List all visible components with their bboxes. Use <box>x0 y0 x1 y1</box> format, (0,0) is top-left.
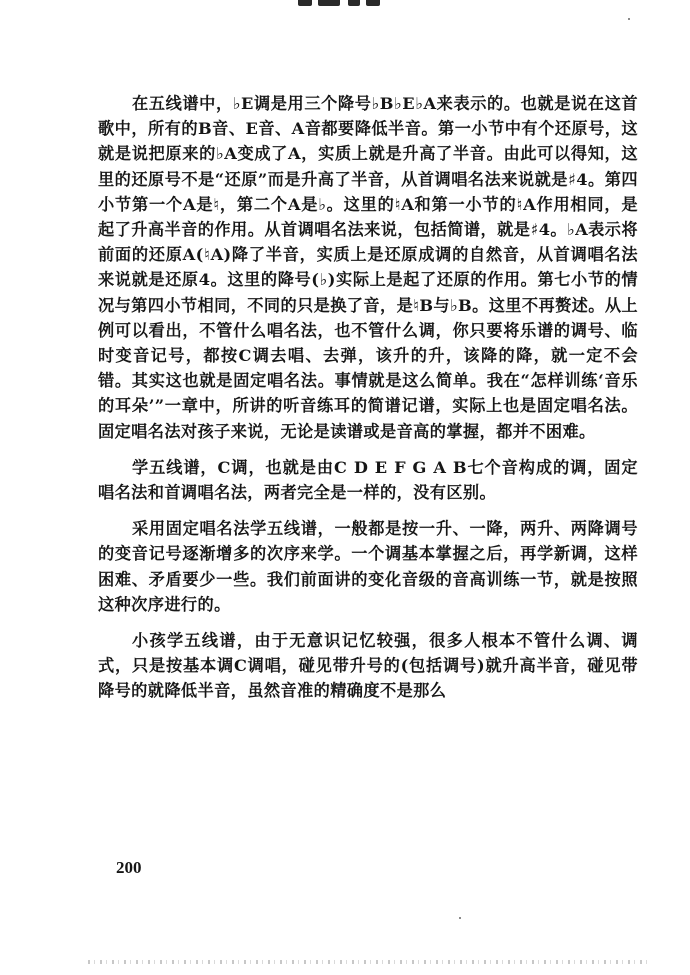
paragraph-3: 采用固定唱名法学五线谱，一般都是按一升、一降，两升、两降调号的变音记号逐渐增多的次序来学。一个调基本掌握之后，再学新调，这样困难、矛盾要少一些。我们前面讲的变化音级的音高训练一节，就是按照这种次序进行的。 <box>98 519 638 614</box>
body-text <box>98 91 638 704</box>
scan-speck <box>628 18 630 20</box>
paragraph-4: 小孩学五线谱，由于无意识记忆较强，很多人根本不管什么调、调式，只是按基本调C调唱，碰见带升号的(包括调号)就升高半音，碰见带降号的就降低半音，虽然音准的精确度不是那么 <box>98 631 638 701</box>
scan-speck <box>459 917 461 919</box>
scan-edge-noise <box>88 960 648 964</box>
paragraph-2: 学五线谱，C调，也就是由C D E F G A B七个音构成的调，固定唱名法和首调唱名法，两者完全是一样的，没有区别。 <box>98 457 638 503</box>
paragraph-1: 在五线谱中，♭E调是用三个降号♭B♭E♭A来表示的。也就是说在这首歌中，所有的B音、E音、A音都要降低半音。第一小节中有个还原号，这就是说把原来的♭A变成了A，实质上就是升高了半音。由此可以得知，这里的还原号不是“还原”而是升高了半音，从首调唱名法来说就是♯4。第四小节第一个A是♮，第二个A是♭。这里的♮A和第一小节的♮A作用相同，是起了升高半音的作用。从首调唱名法来说，包括简谱，就是♯4。♭A表示将前面的还原A(♮A)降了半音，实质上是还原成调的自然音，从首调唱名法来说就是还原4。这里的降号(♭)实际上是起了还原的作用。第七小节的情况与第四小节相同，不同的只是换了音，是♮B与♭B。这里不再赘述。从上例可以看出，不管什么唱名法，也不管什么调，你只要将乐谱的调号、临时变音记号，都按C调去唱、去弹，该升的升，该降的降，就一定不会错。其实这也就是固定唱名法。事情就是这么简单。我在“怎样训练‘音乐的耳朵’”一章中，所讲的听音练耳的简谱记谱，实际上也是固定唱名法。固定唱名法对孩子来说，无论是读谱或是音高的掌握，都并不困难。 <box>98 94 639 441</box>
page-top-mark <box>298 0 380 8</box>
page-number: 200 <box>116 858 142 877</box>
